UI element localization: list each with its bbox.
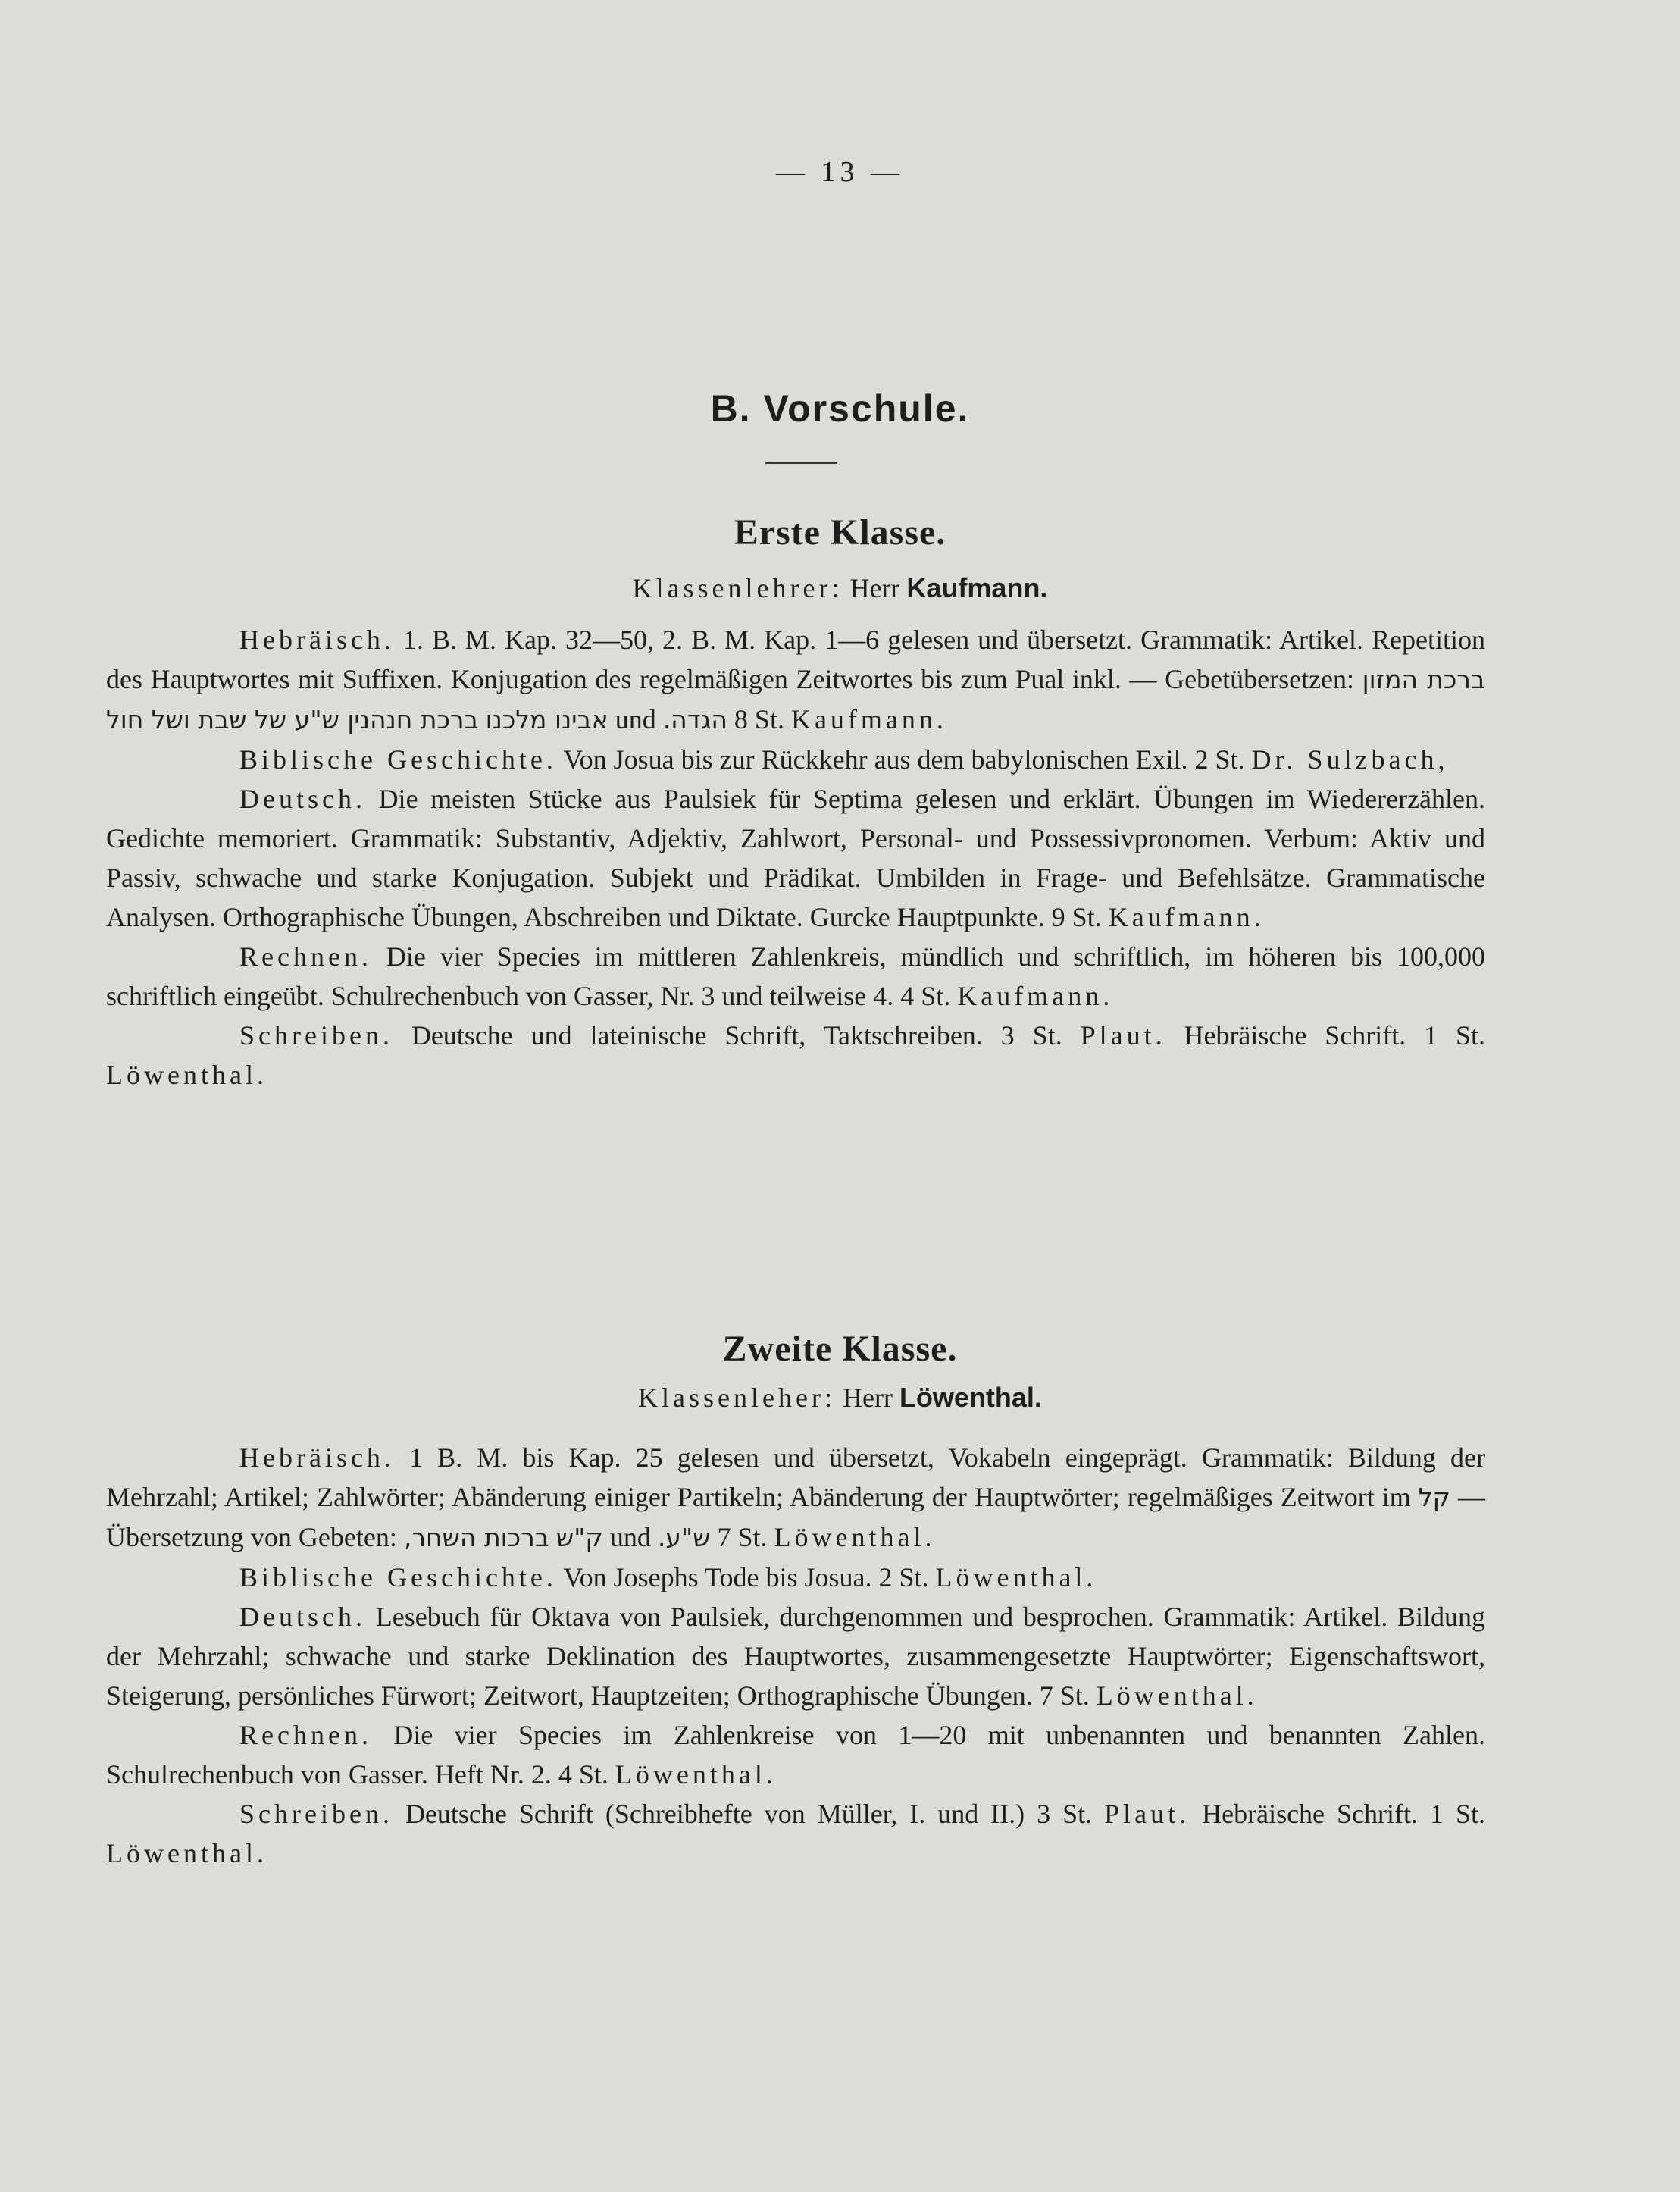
title-rule <box>765 462 837 464</box>
hebrew-text: קל <box>1418 1483 1450 1512</box>
subject-label: Hebräisch. <box>239 625 395 655</box>
paragraph-text: Deutsche Schrift (Schreibhefte von Müller, I. und II.) 3 St. <box>405 1799 1093 1829</box>
conjunction: und <box>615 704 656 734</box>
hours: 7 St. <box>717 1522 768 1552</box>
teacher-ref: Löwenthal. <box>1096 1680 1258 1711</box>
teacher-ref: Löwenthal. <box>106 1838 267 1868</box>
subject-label: Rechnen. <box>239 941 372 972</box>
paragraph-hebraeisch <box>106 1438 1485 1558</box>
teacher-ref: Kaufmann. <box>1108 902 1265 932</box>
hebrew-text: ק"ש <box>555 1523 603 1552</box>
subject-label: Schreiben. <box>239 1020 393 1051</box>
teacher-ref: Kaufmann. <box>790 704 947 734</box>
class-2-title: Zweite Klasse. <box>722 1329 958 1369</box>
teacher-label: Klassenleher: <box>638 1383 836 1413</box>
paragraph-rechnen <box>106 937 1485 1016</box>
paragraph-deutsch <box>106 1597 1485 1715</box>
class-1-content <box>106 620 1485 1094</box>
hebrew-text: הגדה. <box>662 705 727 734</box>
subject-label: Schreiben. <box>239 1799 393 1829</box>
subject-label: Rechnen. <box>239 1720 372 1750</box>
paragraph-text: — Übersetzung von Gebeten: <box>106 1482 1485 1552</box>
teacher-ref: Plaut. <box>1104 1799 1190 1829</box>
hebrew-text: ברכות השחר, <box>403 1523 549 1552</box>
paragraph-text: Von Josephs Tode bis Josua. 2 St. <box>563 1562 929 1592</box>
paragraph-schreiben <box>106 1794 1485 1873</box>
paragraph-rechnen <box>106 1715 1485 1794</box>
paragraph-text: Hebräische Schrift. 1 St. <box>1184 1020 1486 1051</box>
paragraph-text: 1. B. M. Kap. 32—50, 2. B. M. Kap. 1—6 gelesen und übersetzt. Grammatik: Artikel. Repetition des Hauptwortes mit Suffixen. Konjugation des regelmäßigen Zeitwortes bis zum Pual inkl. — Gebetübersetzen: <box>106 625 1486 694</box>
hebrew-text: אבינו מלכנו <box>485 705 608 734</box>
class-2-content <box>106 1438 1485 1873</box>
hours: 8 St. <box>734 704 784 734</box>
paragraph-hebraeisch <box>106 620 1485 740</box>
hebrew-text: ברכת המזון ברכת חנהנין ש"ע של שבת ושל חול <box>106 665 1486 734</box>
paragraph-text: Die meisten Stücke aus Paulsiek für Septima gelesen und erklärt. Übungen im Wiedererzählen. Gedichte memoriert. Grammatik: Substantiv, Adjektiv, Zahlwort, Personal- und Possessivpronomen. Verbum: Aktiv und Passiv, schwache und starke Konjugation. Subjekt und Prädikat. Umbilden in Frage- und Befehlsätze. Grammatische Analysen. Orthographische Übungen, Abschreiben und Diktate. Gurcke Hauptpunkte. 9 St. <box>106 784 1486 932</box>
teacher-ref: Löwenthal. <box>935 1562 1097 1592</box>
paragraph-biblische <box>106 740 1485 779</box>
paragraph-text: Lesebuch für Oktava von Paulsiek, durchgenommen und besprochen. Grammatik: Artikel. Bildung der Mehrzahl; schwache und starke Deklination des Hauptwortes, zusammengesetzte Hauptwörter; Eigenschaftswort, Steigerung, persönliches Fürwort; Zeitwort, Hauptzeiten; Orthographische Übungen. 7 St. <box>106 1602 1485 1711</box>
teacher-ref: Löwenthal. <box>106 1060 267 1090</box>
teacher-ref: Kaufmann. <box>957 981 1114 1011</box>
paragraph-text: Die vier Species im Zahlenkreise von 1—20 mit unbenannten und benannten Zahlen. Schulrechenbuch von Gasser. Heft Nr. 2. 4 St. <box>106 1720 1486 1790</box>
teacher-name: Kaufmann. <box>906 572 1048 603</box>
subject-label: Biblische Geschichte. <box>239 744 557 775</box>
conjunction: und <box>609 1522 651 1552</box>
teacher-ref: Dr. Sulzbach, <box>1251 744 1449 775</box>
page-number: — 13 — <box>776 156 904 188</box>
class-1-teacher-line <box>0 572 1680 604</box>
paragraph-text: Von Josua bis zur Rückkehr aus dem babylonischen Exil. 2 St. <box>563 744 1245 775</box>
subject-label: Biblische Geschichte. <box>239 1562 557 1592</box>
paragraph-biblische <box>106 1558 1485 1597</box>
teacher-prefix: Herr <box>849 573 900 603</box>
subject-label: Deutsch. <box>239 784 366 814</box>
section-title: B. Vorschule. <box>710 387 970 430</box>
paragraph-schreiben <box>106 1016 1485 1094</box>
paragraph-deutsch <box>106 779 1485 937</box>
teacher-prefix: Herr <box>842 1383 893 1413</box>
teacher-ref: Plaut. <box>1080 1020 1166 1051</box>
paragraph-text: Hebräische Schrift. 1 St. <box>1202 1799 1485 1829</box>
teacher-name: Löwenthal. <box>899 1382 1042 1413</box>
paragraph-text: 1 B. M. bis Kap. 25 gelesen und übersetzt, Vokabeln eingeprägt. Grammatik: Bildung der Mehrzahl; Artikel; Zahlwörter; Abänderung einiger Partikeln; Abänderung der Hauptwörter; regelmäßiges Zeitwort im <box>106 1442 1485 1512</box>
class-2-teacher-line <box>0 1382 1680 1414</box>
class-1-title: Erste Klasse. <box>734 512 946 553</box>
paragraph-text: Deutsche und lateinische Schrift, Taktschreiben. 3 St. <box>411 1020 1062 1051</box>
subject-label: Deutsch. <box>239 1602 366 1632</box>
teacher-ref: Löwenthal. <box>615 1759 777 1790</box>
teacher-label: Klassenlehrer: <box>632 573 843 603</box>
hebrew-text: ש"ע. <box>657 1523 711 1552</box>
subject-label: Hebräisch. <box>239 1442 395 1473</box>
paragraph-text: Die vier Species im mittleren Zahlenkreis, mündlich und schriftlich, im höheren bis 100,000 schriftlich eingeübt. Schulrechenbuch von Gasser, Nr. 3 und teilweise 4. 4 St. <box>106 941 1485 1011</box>
teacher-ref: Löwenthal. <box>774 1522 936 1552</box>
